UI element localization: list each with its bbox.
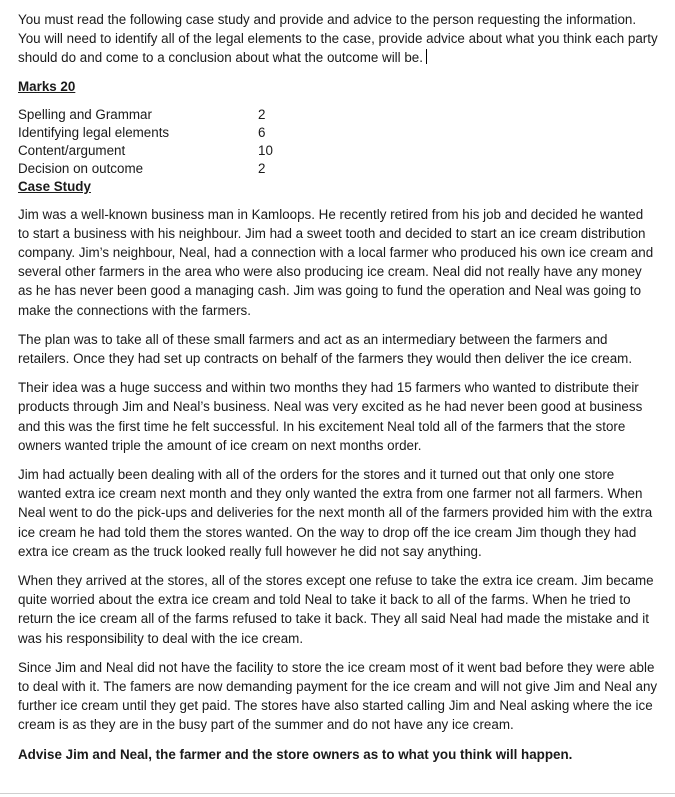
marks-row (18, 142, 658, 160)
case-paragraph: Since Jim and Neal did not have the facility to store the ice cream most of it went bad before they were able to deal with it. The famers are now demanding payment for the ice cream and will not give Jim and Neal any further ice cream until they get paid. The stores have also started calling Jim and Neal asking where the ice cream is as they are in the busy part of the summer and do not have any ice cream. (18, 659, 658, 733)
case-paragraph: The plan was to take all of these small farmers and act as an intermediary between the farmers and retailers. Once they had set up contracts on behalf of the farmers they would then deliver the ice cream. (18, 331, 633, 367)
marks-row (18, 160, 658, 178)
case-paragraph: Jim was a well-known business man in Kamloops. He recently retired from his job and decided he wanted to start a business with his neighbour. Jim had a sweet tooth and decided to start an ice cream distribution company. Jim’s neighbour, Neal, had a connection with a local farmer who produced his own ice cream and several other farmers in the area who were also producing ice cream. Neal did not really have any money as he has never been good a managing cash. Jim was going to fund the operation and Neal was going to make the connections with the farmers. (18, 206, 654, 318)
document-page (18, 10, 658, 764)
marks-label: Identifying legal elements (18, 124, 170, 140)
case-paragraph: When they arrived at the stores, all of the stores except one refuse to take the extra ice cream. Jim became quite worried about the extra ice cream and told Neal to take it back to all of the farms. When he tried to return the ice cream all of the farms refused to take it back. They all said Neal had made the mistake and it was his responsibility to deal with the ice cream. (18, 573, 654, 646)
marks-value: 6 (258, 124, 266, 140)
case-paragraph: Jim had actually been dealing with all of the orders for the stores and it turned out that only one store wanted extra ice cream next month and they only wanted the extra from one farmer not all farmers. When Neal went to do the pick-ups and deliveries for the next month all of the farmers provided him with the extra ice cream he had told them the stores wanted. On the way to drop off the ice cream Jim though they had extra ice cream as the truck looked really full however he did not say anything. (18, 467, 653, 559)
closing-instruction: Advise Jim and Neal, the farmer and the store owners as to what you think will happen. (18, 746, 573, 762)
marks-heading: Marks 20 (18, 78, 76, 94)
intro-paragraph (18, 10, 658, 68)
text-cursor (426, 49, 427, 64)
marks-value: 10 (258, 142, 273, 158)
intro-text: You must read the following case study and provide and advice to the person requesting the information. You will need to identify all of the legal elements to the case, provide advice about what you think each party should do and come to a conclusion about what the outcome will be. (18, 12, 658, 66)
case-study-heading: Case Study (18, 178, 91, 194)
marks-value: 2 (258, 106, 266, 122)
marks-table (18, 106, 658, 178)
marks-row (18, 106, 658, 124)
marks-value: 2 (258, 160, 266, 176)
page-bottom-divider (0, 793, 675, 794)
marks-row (18, 124, 658, 142)
marks-label: Content/argument (18, 142, 126, 158)
marks-label: Spelling and Grammar (18, 106, 152, 122)
marks-label: Decision on outcome (18, 160, 144, 176)
case-paragraph: Their idea was a huge success and within two months they had 15 farmers who wanted to distribute their products through Jim and Neal’s business. Neal was very excited as he had never been good at business and this was the first time he felt successful. In his excitement Neal told all of the farmers that the store owners wanted triple the amount of ice cream on next months order. (18, 380, 643, 453)
